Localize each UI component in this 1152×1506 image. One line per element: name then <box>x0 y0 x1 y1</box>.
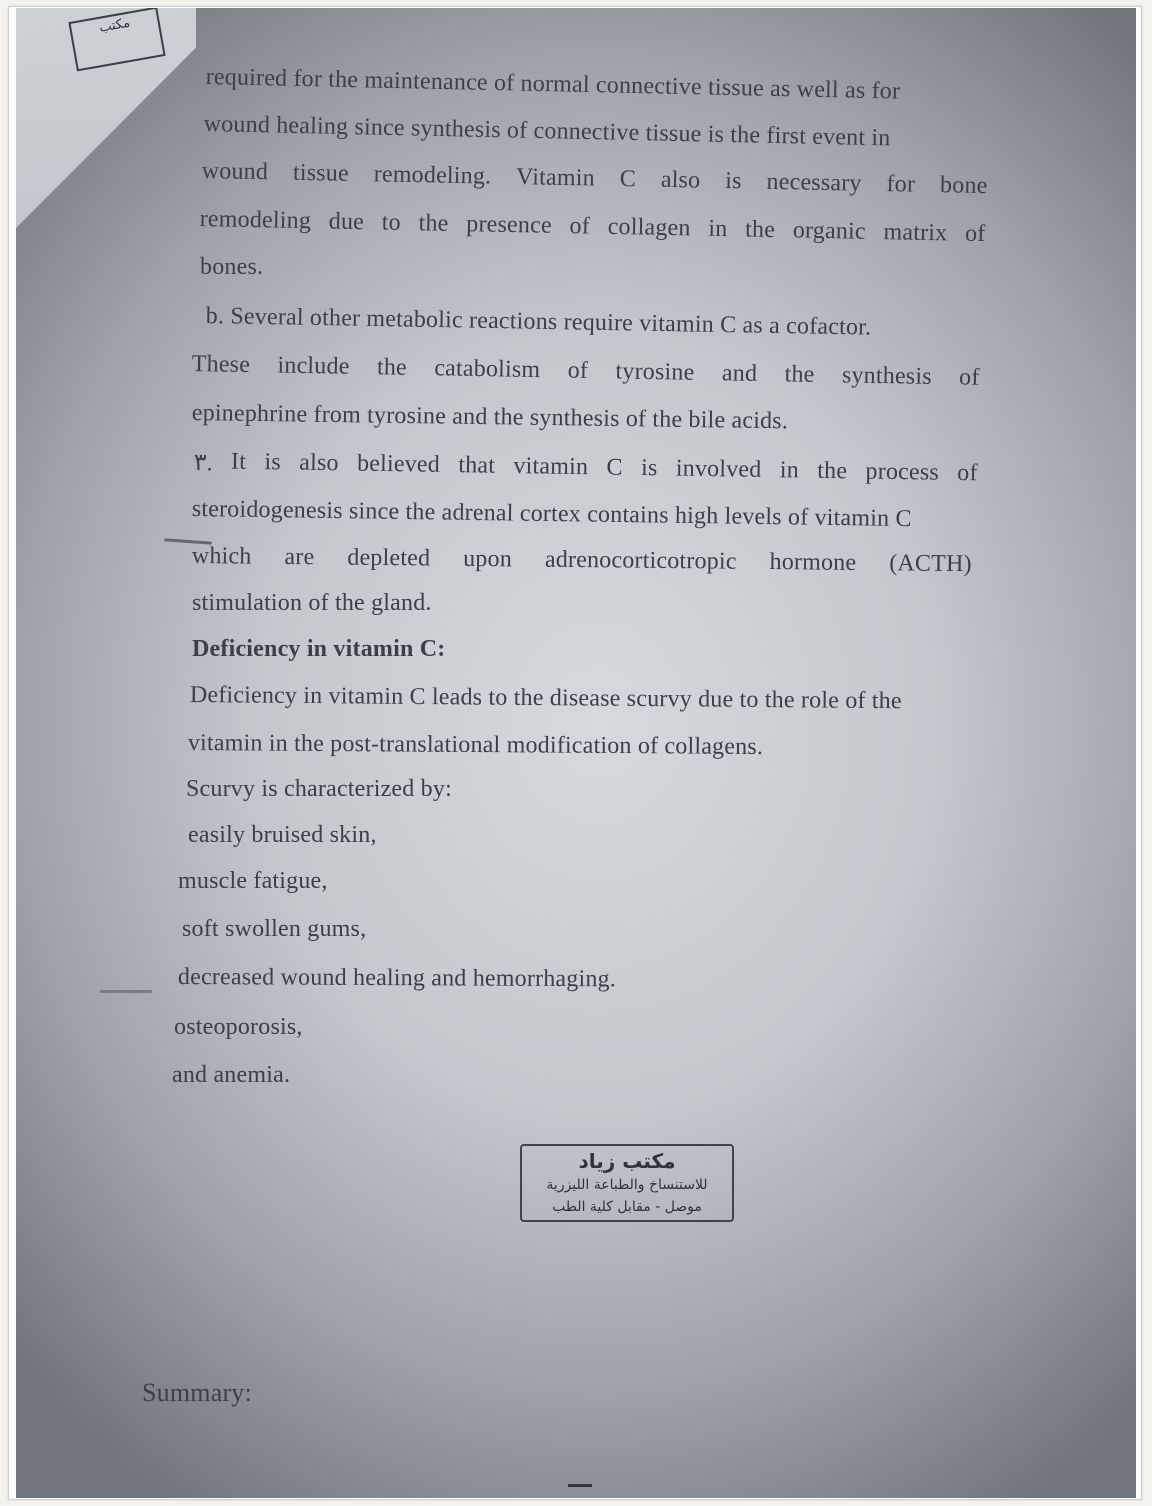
deficiency-heading: Deficiency in vitamin C: <box>192 636 446 662</box>
word: depleted <box>347 544 431 572</box>
word: ٣. <box>193 449 213 477</box>
pen-mark <box>100 990 152 993</box>
word: are <box>284 543 315 571</box>
word: of <box>957 459 978 487</box>
word: which <box>191 543 252 570</box>
word: remodeling. <box>373 161 492 190</box>
symptom-item: soft swollen gums, <box>182 916 367 942</box>
word: include <box>277 352 350 380</box>
word: the <box>418 210 449 237</box>
word: of <box>958 364 980 391</box>
word: is <box>724 168 742 195</box>
word: presence <box>466 211 553 239</box>
word: the <box>744 216 776 244</box>
summary-label: Summary: <box>142 1378 252 1407</box>
symptom-item: decreased wound healing and hemorrhaging. <box>177 964 617 993</box>
word: is <box>640 455 658 482</box>
word: organic <box>792 217 867 245</box>
word: collagen <box>607 213 691 242</box>
word: involved <box>675 455 762 483</box>
para-c-line-1 <box>194 448 978 489</box>
word: believed <box>356 450 441 478</box>
word: in <box>708 215 728 243</box>
copy-shop-stamp <box>520 1144 734 1222</box>
para-a-line-3 <box>201 158 987 200</box>
corner-stamp: مكتب <box>68 8 165 71</box>
word: catabolism <box>434 355 541 384</box>
stamp-line-3: موصل - مقابل كلية الطب <box>552 1199 702 1215</box>
word: upon <box>463 545 513 573</box>
word: matrix <box>883 219 948 247</box>
word: the <box>376 354 408 381</box>
word: vitamin <box>513 453 589 481</box>
para-c-line-4: stimulation of the gland. <box>192 590 432 616</box>
stamp-line-1: مكتب زياد <box>578 1149 676 1173</box>
para-b-line-1: b. Several other metabolic reactions require vitamin C as a cofactor. <box>205 303 872 341</box>
symptom-item: muscle fatigue, <box>178 868 328 894</box>
word: (ACTH) <box>889 550 972 578</box>
word: adrenocorticotropic <box>544 546 737 575</box>
para-b-line-3: epinephrine from tyrosine and the synthesis of the bile acids. <box>191 400 789 435</box>
deficiency-line-2: vitamin in the post-translational modification of collagens. <box>187 730 764 761</box>
para-b-line-2 <box>192 351 980 392</box>
word: for <box>886 171 916 198</box>
scurvy-intro: Scurvy is characterized by: <box>186 776 452 802</box>
word: Vitamin <box>515 164 596 192</box>
symptom-item: easily bruised skin, <box>188 822 377 848</box>
word: is <box>264 449 282 476</box>
document-photo <box>16 8 1136 1498</box>
word: hormone <box>769 549 857 576</box>
word: of <box>964 220 986 248</box>
word: of <box>567 357 589 384</box>
word: also <box>660 166 701 194</box>
word: in <box>779 457 800 484</box>
stamp-line-2: للاستنساخ والطباعة الليزرية <box>546 1177 708 1193</box>
word: to <box>381 209 402 236</box>
word: and <box>721 360 758 387</box>
page-edge-mark <box>568 1484 592 1487</box>
para-a-line-2: wound healing since synthesis of connective tissue is the first event in <box>203 111 891 152</box>
para-c-line-2: steroidogenesis since the adrenal cortex contains high levels of vitamin C <box>191 496 912 533</box>
word: also <box>299 449 339 477</box>
para-a-line-4 <box>199 206 985 248</box>
word: process <box>865 458 940 486</box>
word: due <box>328 208 365 236</box>
word: C <box>619 166 637 193</box>
word: It <box>230 448 247 475</box>
word: that <box>458 452 496 479</box>
para-c-line-3 <box>192 543 972 578</box>
word: bone <box>939 172 988 200</box>
para-a-line-5: bones. <box>200 254 264 280</box>
word: tissue <box>292 159 350 187</box>
para-a-line-1: required for the maintenance of normal connective tissue as well as for <box>205 64 901 105</box>
word: the <box>784 361 815 388</box>
word: necessary <box>766 168 862 197</box>
word: of <box>569 213 591 240</box>
word: remodeling <box>199 206 312 235</box>
word: tyrosine <box>615 358 695 386</box>
symptom-item: osteoporosis, <box>174 1014 303 1040</box>
word: C <box>606 454 623 481</box>
word: synthesis <box>841 362 932 390</box>
word: the <box>817 457 848 485</box>
word: wound <box>201 158 269 186</box>
deficiency-line-1: Deficiency in vitamin C leads to the disease scurvy due to the role of the <box>189 682 902 715</box>
word: These <box>191 351 251 379</box>
symptom-item: and anemia. <box>172 1062 291 1088</box>
